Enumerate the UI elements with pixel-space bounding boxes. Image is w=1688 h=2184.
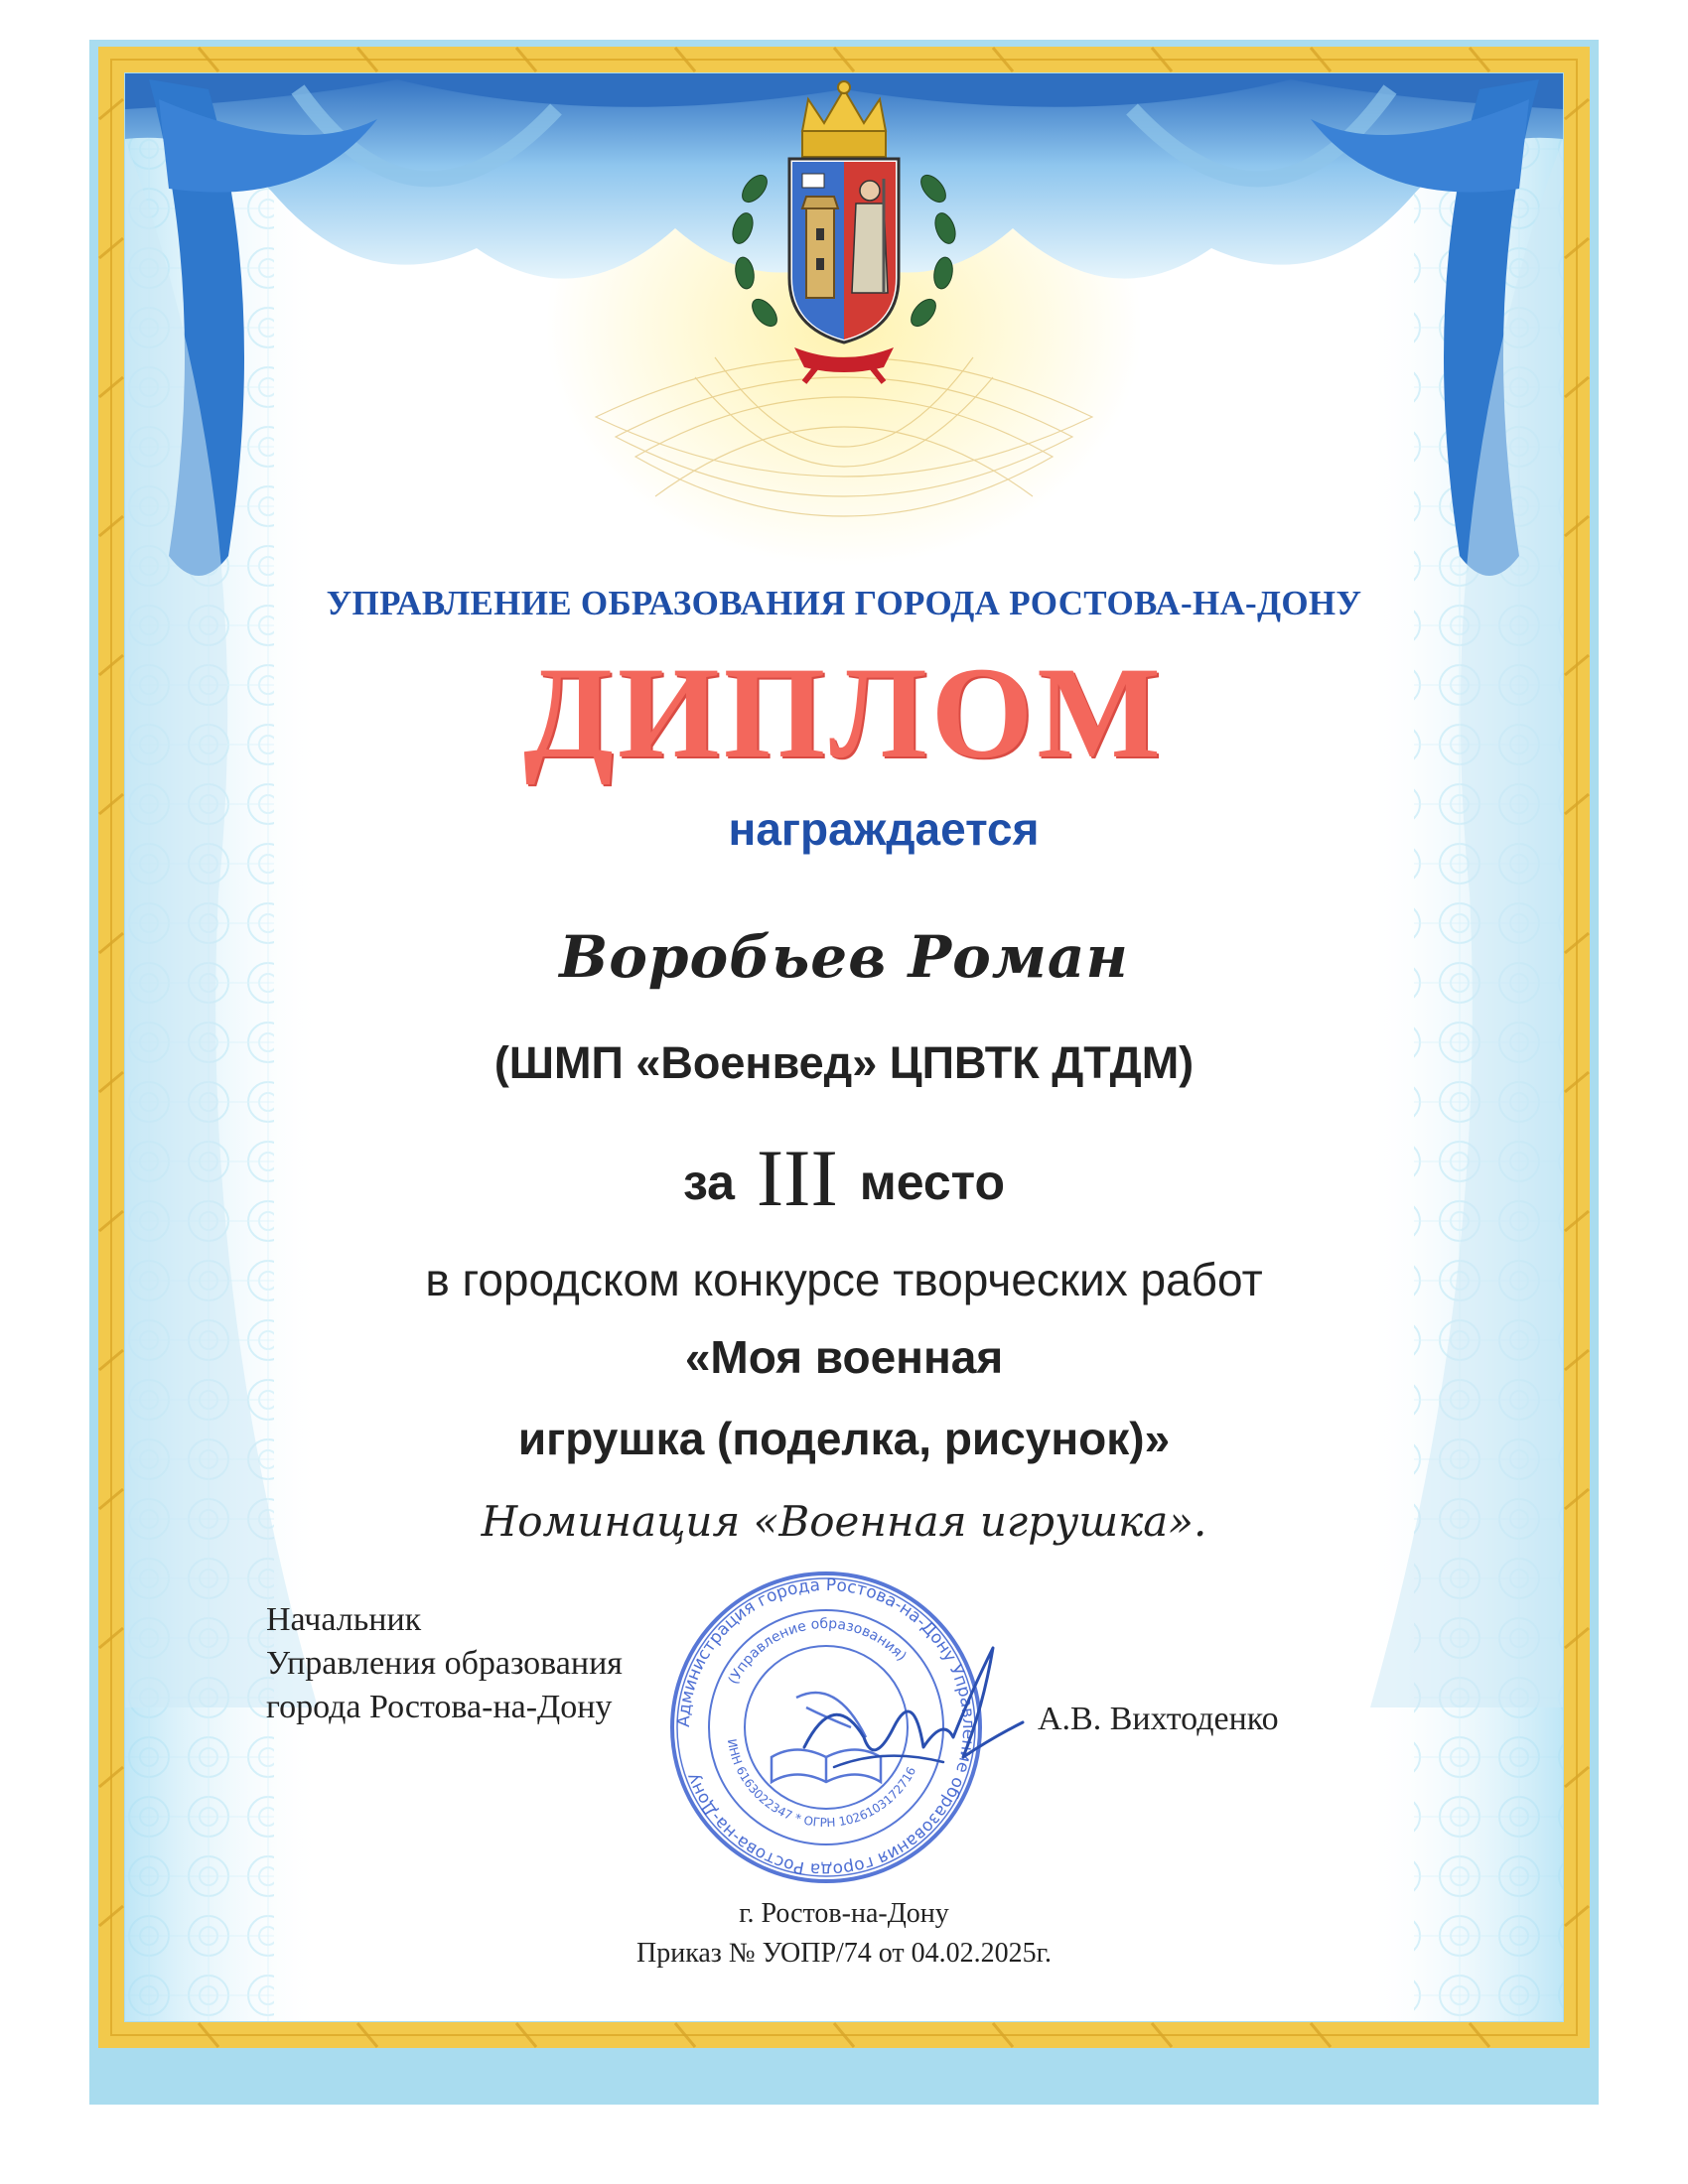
- contest-description: в городском конкурсе творческих работ: [425, 1254, 1263, 1305]
- stamp-numbers: ИНН 6163022347 * ОГРН 1026103172716: [724, 1737, 919, 1831]
- coat-of-arms-emblem: [685, 79, 1003, 387]
- organization-heading: УПРАВЛЕНИЕ ОБРАЗОВАНИЯ ГОРОДА РОСТОВА-НА-ДОНУ: [326, 584, 1362, 622]
- contest-name-line2: игрушка (поделка, рисунок)»: [517, 1413, 1171, 1464]
- stamp-inner-text: (Управление образования): [725, 1615, 910, 1688]
- nomination: Номинация «Военная игрушка».: [481, 1497, 1207, 1546]
- signer-title-line1: Начальник: [266, 1601, 422, 1638]
- city-line: г. Ростов-на-Дону: [739, 1898, 949, 1929]
- order-reference: Приказ № УОПР/74 от 04.02.2025г.: [635, 1938, 1052, 1969]
- signer-title-line2: Управления образования: [266, 1645, 623, 1682]
- diploma-title: ДИПЛОМ: [523, 639, 1165, 785]
- contest-name-line1: «Моя военная: [684, 1331, 1004, 1383]
- place-suffix: место: [859, 1155, 1006, 1210]
- awarded-label: награждается: [728, 803, 1040, 855]
- place-prefix: за: [682, 1155, 735, 1210]
- signer-title: [266, 1598, 623, 1729]
- recipient-organization: (ШМП «Военвед» ЦПВТК ДТДМ): [493, 1037, 1195, 1088]
- signer-name: А.В. Вихтоденко: [1038, 1701, 1279, 1737]
- crown-icon: [802, 81, 886, 157]
- recipient-name: Воробьев Роман: [559, 923, 1129, 991]
- signer-title-line3: города Ростова-на-Дону: [266, 1689, 613, 1725]
- stamp-outer-text: Администрация города Ростова-на-Дону Управление образования города Ростова-на-Дону: [673, 1574, 979, 1880]
- handwritten-signature: [794, 1628, 1033, 1807]
- place-number: III: [756, 1133, 838, 1223]
- place-line: [0, 1132, 1688, 1225]
